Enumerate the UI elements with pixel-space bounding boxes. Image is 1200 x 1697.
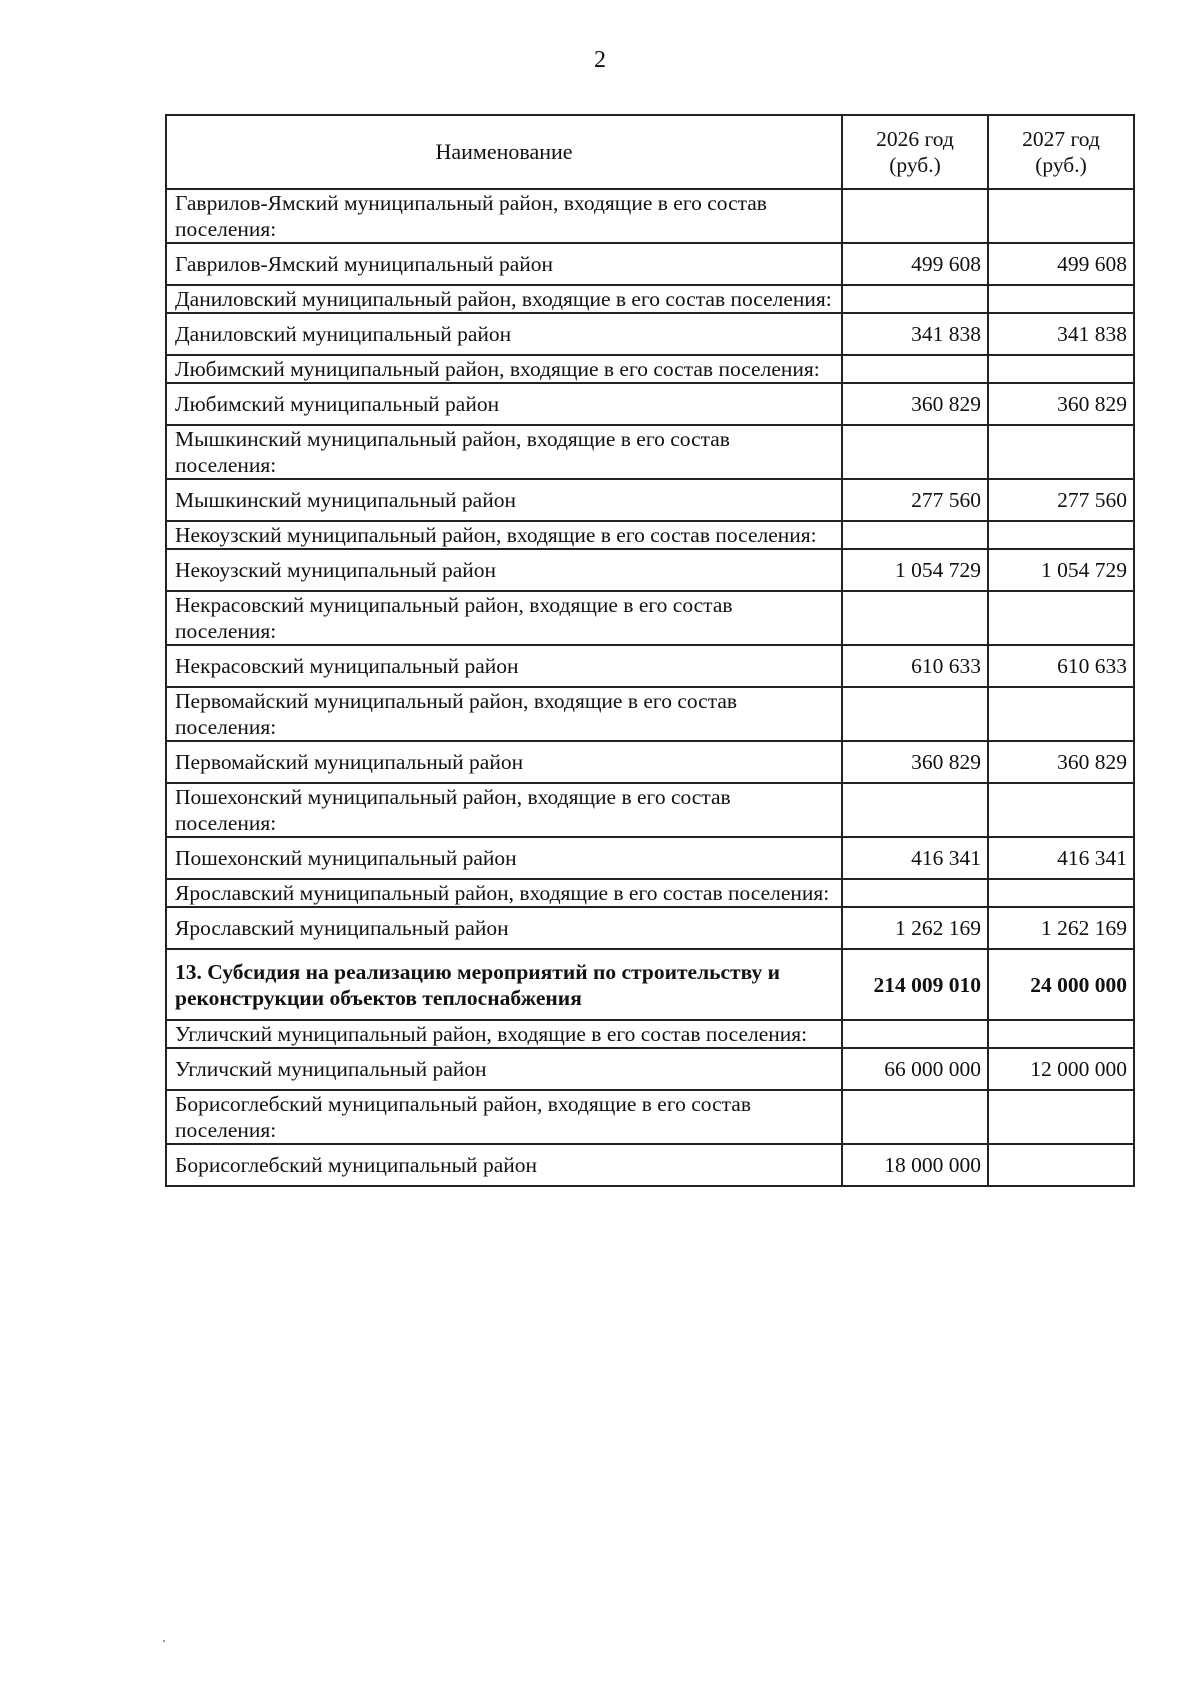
row-value-2026-cell: 277 560 <box>842 479 988 521</box>
table-row <box>166 645 1134 687</box>
row-name-cell: Некрасовский муниципальный район <box>166 645 842 687</box>
row-name-cell: Первомайский муниципальный район, входящие в его состав поселения: <box>166 687 842 741</box>
row-value-2027-cell <box>988 1090 1134 1144</box>
table-group-row <box>166 355 1134 383</box>
table-group-row <box>166 285 1134 313</box>
table-total-row <box>166 949 1134 1020</box>
row-value-2026-cell <box>842 783 988 837</box>
row-name-cell: Мышкинский муниципальный район, входящие в его состав поселения: <box>166 425 842 479</box>
row-value-2026-cell: 360 829 <box>842 383 988 425</box>
row-value-2027-cell: 499 608 <box>988 243 1134 285</box>
header-year-2026-label: 2026 год <box>876 127 954 151</box>
row-name-cell: Первомайский муниципальный район <box>166 741 842 783</box>
row-value-2026-cell <box>842 879 988 907</box>
row-value-2026-cell <box>842 1090 988 1144</box>
row-name-cell: Борисоглебский муниципальный район <box>166 1144 842 1186</box>
row-value-2026-cell <box>842 591 988 645</box>
row-value-2027-cell <box>988 355 1134 383</box>
table-header-row <box>166 115 1134 189</box>
row-value-2027-cell <box>988 1144 1134 1186</box>
table-row <box>166 907 1134 949</box>
row-value-2026-cell: 1 054 729 <box>842 549 988 591</box>
row-value-2026-cell: 610 633 <box>842 645 988 687</box>
table-row <box>166 549 1134 591</box>
row-name-cell: Любимский муниципальный район <box>166 383 842 425</box>
row-value-2026-cell: 214 009 010 <box>842 949 988 1020</box>
table-row <box>166 243 1134 285</box>
table-group-row <box>166 783 1134 837</box>
header-year-2027 <box>988 115 1134 189</box>
row-value-2027-cell: 12 000 000 <box>988 1048 1134 1090</box>
row-name-cell: Любимский муниципальный район, входящие в его состав поселения: <box>166 355 842 383</box>
row-name-cell: Гаврилов-Ямский муниципальный район <box>166 243 842 285</box>
row-value-2027-cell: 360 829 <box>988 741 1134 783</box>
row-value-2026-cell: 416 341 <box>842 837 988 879</box>
row-value-2026-cell: 341 838 <box>842 313 988 355</box>
row-value-2026-cell <box>842 1020 988 1048</box>
table-row <box>166 1048 1134 1090</box>
row-name-cell: Некоузский муниципальный район, входящие в его состав поселения: <box>166 521 842 549</box>
row-value-2027-cell <box>988 591 1134 645</box>
row-value-2027-cell <box>988 285 1134 313</box>
row-name-cell: Даниловский муниципальный район <box>166 313 842 355</box>
table-row <box>166 383 1134 425</box>
row-value-2027-cell <box>988 687 1134 741</box>
scan-speck <box>163 1640 165 1642</box>
row-name-cell: Угличский муниципальный район <box>166 1048 842 1090</box>
page-number: 2 <box>594 47 606 73</box>
table-row <box>166 1144 1134 1186</box>
budget-table <box>165 114 1135 1187</box>
row-value-2027-cell <box>988 521 1134 549</box>
row-value-2027-cell <box>988 189 1134 243</box>
row-name-cell: Мышкинский муниципальный район <box>166 479 842 521</box>
row-value-2027-cell <box>988 425 1134 479</box>
table-group-row <box>166 425 1134 479</box>
table-row <box>166 741 1134 783</box>
header-year-2027-unit: (руб.) <box>1035 153 1087 177</box>
row-value-2026-cell: 1 262 169 <box>842 907 988 949</box>
row-name-cell: Даниловский муниципальный район, входящие в его состав поселения: <box>166 285 842 313</box>
row-value-2027-cell: 360 829 <box>988 383 1134 425</box>
header-name: Наименование <box>166 115 842 189</box>
table-row <box>166 837 1134 879</box>
table-group-row <box>166 189 1134 243</box>
header-year-2026-unit: (руб.) <box>889 153 941 177</box>
row-value-2026-cell <box>842 355 988 383</box>
row-name-cell: Некрасовский муниципальный район, входящие в его состав поселения: <box>166 591 842 645</box>
table-group-row <box>166 1020 1134 1048</box>
row-value-2026-cell <box>842 425 988 479</box>
row-value-2027-cell: 24 000 000 <box>988 949 1134 1020</box>
header-year-2026 <box>842 115 988 189</box>
table-group-row <box>166 687 1134 741</box>
table-row <box>166 313 1134 355</box>
row-name-cell: 13. Субсидия на реализацию мероприятий по строительству и реконструкции объектов теплоснабжения <box>166 949 842 1020</box>
row-name-cell: Ярославский муниципальный район <box>166 907 842 949</box>
row-value-2027-cell <box>988 879 1134 907</box>
row-name-cell: Угличский муниципальный район, входящие в его состав поселения: <box>166 1020 842 1048</box>
table-group-row <box>166 1090 1134 1144</box>
row-name-cell: Пошехонский муниципальный район, входящие в его состав поселения: <box>166 783 842 837</box>
row-value-2026-cell <box>842 687 988 741</box>
row-value-2027-cell <box>988 783 1134 837</box>
row-value-2027-cell: 610 633 <box>988 645 1134 687</box>
row-value-2027-cell: 1 054 729 <box>988 549 1134 591</box>
row-value-2027-cell: 1 262 169 <box>988 907 1134 949</box>
row-name-cell: Некоузский муниципальный район <box>166 549 842 591</box>
row-value-2026-cell: 18 000 000 <box>842 1144 988 1186</box>
row-name-cell: Ярославский муниципальный район, входящие в его состав поселения: <box>166 879 842 907</box>
row-value-2026-cell <box>842 285 988 313</box>
row-value-2026-cell: 499 608 <box>842 243 988 285</box>
row-value-2027-cell: 277 560 <box>988 479 1134 521</box>
table-row <box>166 479 1134 521</box>
row-value-2026-cell <box>842 189 988 243</box>
row-value-2027-cell: 341 838 <box>988 313 1134 355</box>
row-value-2026-cell: 360 829 <box>842 741 988 783</box>
header-year-2027-label: 2027 год <box>1022 127 1100 151</box>
row-name-cell: Пошехонский муниципальный район <box>166 837 842 879</box>
table-group-row <box>166 521 1134 549</box>
table-group-row <box>166 879 1134 907</box>
row-value-2027-cell <box>988 1020 1134 1048</box>
table-group-row <box>166 591 1134 645</box>
row-value-2027-cell: 416 341 <box>988 837 1134 879</box>
row-value-2026-cell <box>842 521 988 549</box>
row-name-cell: Борисоглебский муниципальный район, входящие в его состав поселения: <box>166 1090 842 1144</box>
row-value-2026-cell: 66 000 000 <box>842 1048 988 1090</box>
row-name-cell: Гаврилов-Ямский муниципальный район, входящие в его состав поселения: <box>166 189 842 243</box>
